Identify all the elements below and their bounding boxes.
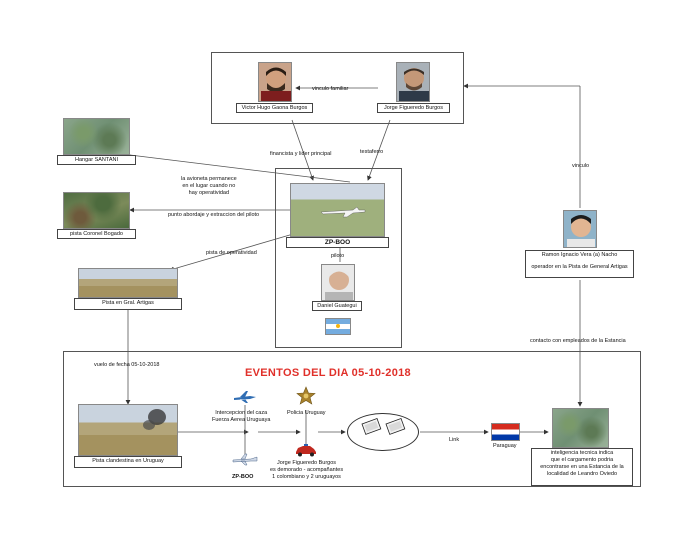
pista-clandestina-label: Pista clandestina en Uruguay	[74, 456, 182, 468]
person-icon	[564, 211, 597, 248]
aircraft-name-label: ZP-BOO	[286, 237, 389, 248]
gral-artigas-label: Pista en Gral. Artigas	[74, 298, 182, 310]
argentina-flag-icon	[325, 318, 351, 335]
hangar-santani-image	[63, 118, 130, 155]
events-title: EVENTOS DEL DIA 05-10-2018	[245, 367, 411, 379]
ramon-name-label: Ramon Ignacio Vera (a) Nacho	[541, 252, 618, 258]
punto-abordaje-label: punto abordaje y extraccion del piloto	[168, 212, 260, 218]
small-plane-icon	[291, 184, 385, 237]
fighter-jet-icon	[232, 390, 258, 409]
estancia-image	[552, 408, 609, 448]
smoke-icon	[79, 405, 178, 456]
gral-artigas-image	[78, 268, 178, 298]
pista-operatividad-label: pista de operatividad	[206, 250, 257, 256]
link-label: Link	[449, 437, 460, 443]
cocaine-package-group	[347, 413, 419, 451]
piloto-label: piloto	[331, 253, 345, 259]
victor-name-label: Victor Hugo Gaona Burgos	[236, 103, 313, 113]
paraguay-flag-icon	[491, 423, 520, 441]
intercepcion-label: Intercepcion del caza Fuerza Aerea Uruguaya	[212, 410, 271, 423]
person-icon	[259, 63, 292, 102]
police-star-icon	[296, 386, 316, 411]
vuelo-fecha-label: vuelo de fecha 05-10-2018	[94, 362, 160, 368]
small-plane-icon	[231, 452, 259, 471]
policia-label: Policia Uruguay	[287, 410, 326, 416]
testaferro-label: testaferro	[360, 149, 384, 155]
financista-label: financista y lider principal	[270, 151, 332, 157]
demorado-label: Jorge Figueredo Burgos es demorado - acompañantes 1 colombiano y 2 uruguayos	[270, 460, 344, 480]
vinculo-label: vinculo	[572, 163, 590, 169]
person-icon	[322, 265, 355, 301]
daniel-photo	[321, 264, 355, 301]
coronel-bogado-label: pista Coronel Bogado	[57, 229, 136, 239]
zp-boo-small-label: ZP-BOO	[232, 474, 254, 480]
victor-photo	[258, 62, 292, 102]
ramon-info-box	[525, 250, 634, 278]
ramon-role-label: operador en la Pista de General Artigas	[531, 264, 628, 271]
vinculo-familiar-label: vinculo familiar	[312, 86, 349, 92]
jorge-photo	[396, 62, 430, 102]
paraguay-label: Paraguay	[493, 443, 517, 449]
person-icon	[397, 63, 430, 102]
contacto-label: contacto con empleados de la Estancia	[530, 338, 626, 344]
aircraft-photo	[290, 183, 385, 237]
coronel-bogado-image	[63, 192, 130, 229]
ramon-photo	[563, 210, 597, 248]
jorge-name-label: Jorge Figueredo Burgos	[377, 103, 450, 113]
avioneta-label: la avioneta permanece en el lugar cuando no hay operatividad	[181, 176, 237, 196]
hangar-santani-label: Hangar SANTANI	[57, 155, 136, 165]
inteligencia-label: inteligencia tecnica indica que el cargamento podria encontrarse en una Estancia de la localidad de Leandro Oviedo	[531, 448, 633, 486]
cocaine-package-icon	[348, 414, 418, 450]
pista-clandestina-image	[78, 404, 178, 456]
daniel-name-label: Daniel Guategui	[312, 301, 362, 311]
